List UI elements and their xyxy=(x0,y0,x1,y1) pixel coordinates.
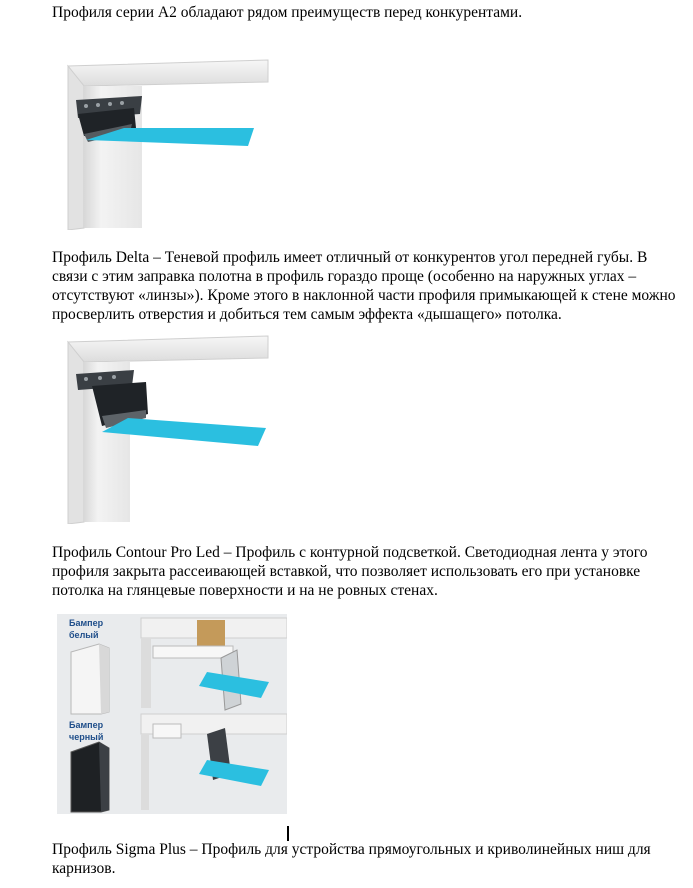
bumper-white-label-2: белый xyxy=(69,630,99,640)
bumper-black-label-1: Бампер xyxy=(69,720,104,730)
bumper-black-label-2: черный xyxy=(69,732,104,742)
bumper-white-label-1: Бампер xyxy=(69,618,104,628)
contour-pro-led-paragraph: Профиль Contour Pro Led – Профиль с контурной подсветкой. Светодиодная лента у этого профиля закрыта рассеивающей вставкой, что позволяет использовать его при установке потолка на глянцевые поверхности и на не ровных стенах. xyxy=(52,544,648,599)
intro-paragraph: Профиля серии A2 обладают рядом преимуществ перед конкурентами. xyxy=(52,4,523,21)
bumper-variants-figure xyxy=(57,614,287,814)
contour-pro-led-figure xyxy=(62,334,272,524)
sigma-plus-paragraph: Профиль Sigma Plus – Профиль для устройства прямоугольных и криволинейных ниш для карнизов. xyxy=(52,841,651,877)
delta-paragraph: Профиль Delta – Теневой профиль имеет отличный от конкурентов угол передней губы. В связи с этим заправка полотна в профиль гораздо проще (особенно на наружных углах – отсутствуют «линзы»). Кроме этого в наклонной части профиля примыкающей к стене можно просверлить отверстия и добиться тем самым эффекта «дышащего» потолка. xyxy=(52,249,676,323)
text-cursor xyxy=(287,826,289,841)
delta-profile-figure xyxy=(62,58,272,230)
